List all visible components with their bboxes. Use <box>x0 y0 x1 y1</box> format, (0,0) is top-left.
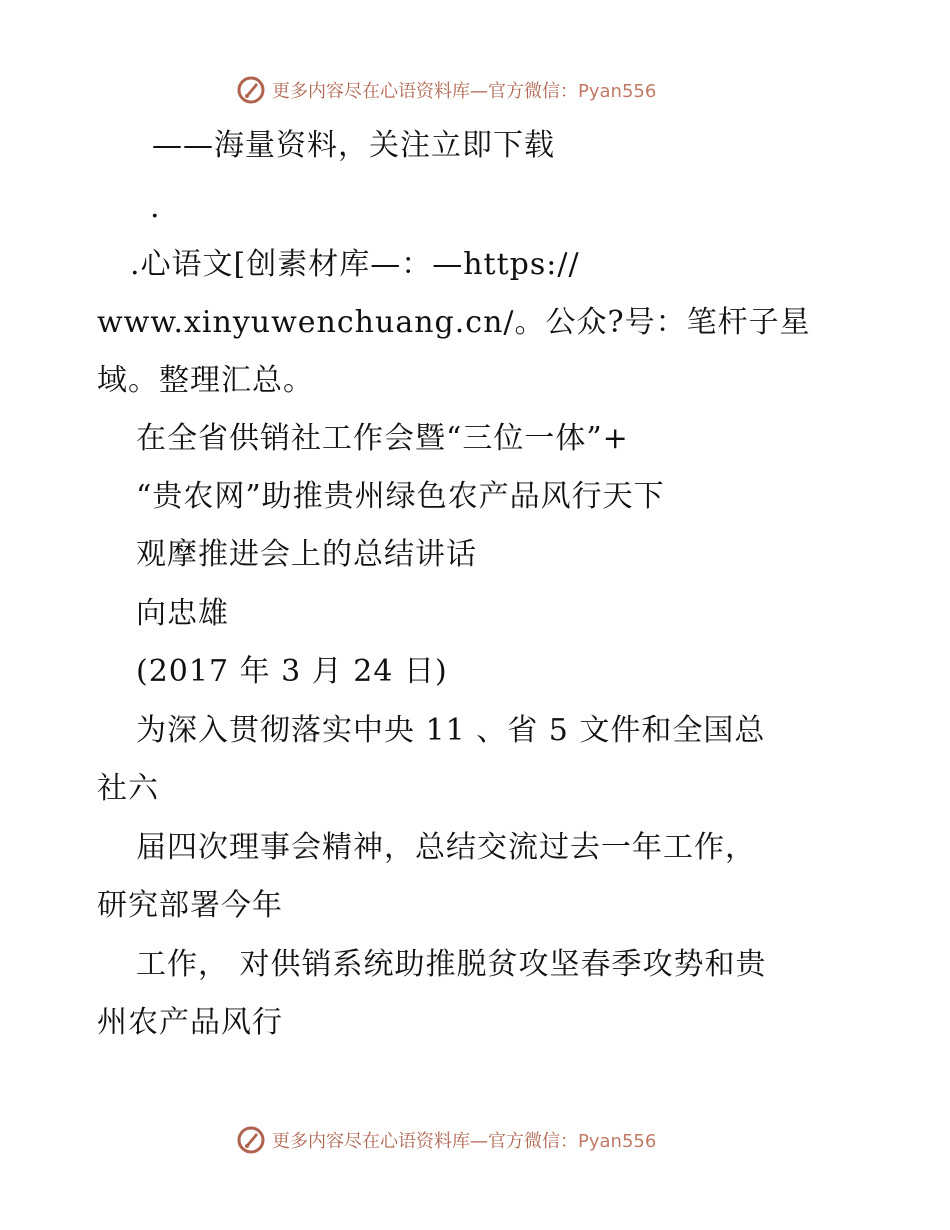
doc-date: (2017 年 3 月 24 日) <box>136 654 448 689</box>
doc-line-1: ——海量资料，关注立即下载 <box>152 128 555 163</box>
doc-line-4: www.xinyuwenchuang.cn/。公众?号：笔杆子星 <box>97 305 811 340</box>
doc-line-3: .心语文[创素材库—：—https:// <box>130 247 580 282</box>
footer-watermark <box>236 1123 716 1157</box>
doc-title-line-3: 观摩推进会上的总结讲话 <box>136 537 477 572</box>
doc-body-line-6: 州农产品风行 <box>97 1005 283 1040</box>
doc-body-line-2: 社六 <box>97 771 159 806</box>
doc-line-2: . <box>150 190 161 225</box>
doc-body-line-5: 工作， 对供销系统助推脱贫攻坚春季攻势和贵 <box>136 947 767 982</box>
doc-line-5: 域。整理汇总。 <box>97 363 314 398</box>
brand-logo-icon <box>236 1125 266 1155</box>
brand-logo-icon <box>236 75 266 105</box>
header-watermark <box>236 73 716 107</box>
doc-title-line-1: 在全省供销社工作会暨“三位一体”+ <box>136 421 629 456</box>
doc-title-line-2: “贵农网”助推贵州绿色农产品风行天下 <box>136 479 665 514</box>
doc-body-line-1: 为深入贯彻落实中央 11 、省 5 文件和全国总 <box>136 713 766 748</box>
watermark-text: 更多内容尽在心语资料库—官方微信：Pyan556 <box>272 81 657 102</box>
doc-body-line-3: 届四次理事会精神，总结交流过去一年工作， <box>136 830 756 865</box>
doc-body-line-4: 研究部署今年 <box>97 888 283 923</box>
watermark-text: 更多内容尽在心语资料库—官方微信：Pyan556 <box>272 1131 657 1152</box>
doc-author: 向忠雄 <box>136 596 229 631</box>
